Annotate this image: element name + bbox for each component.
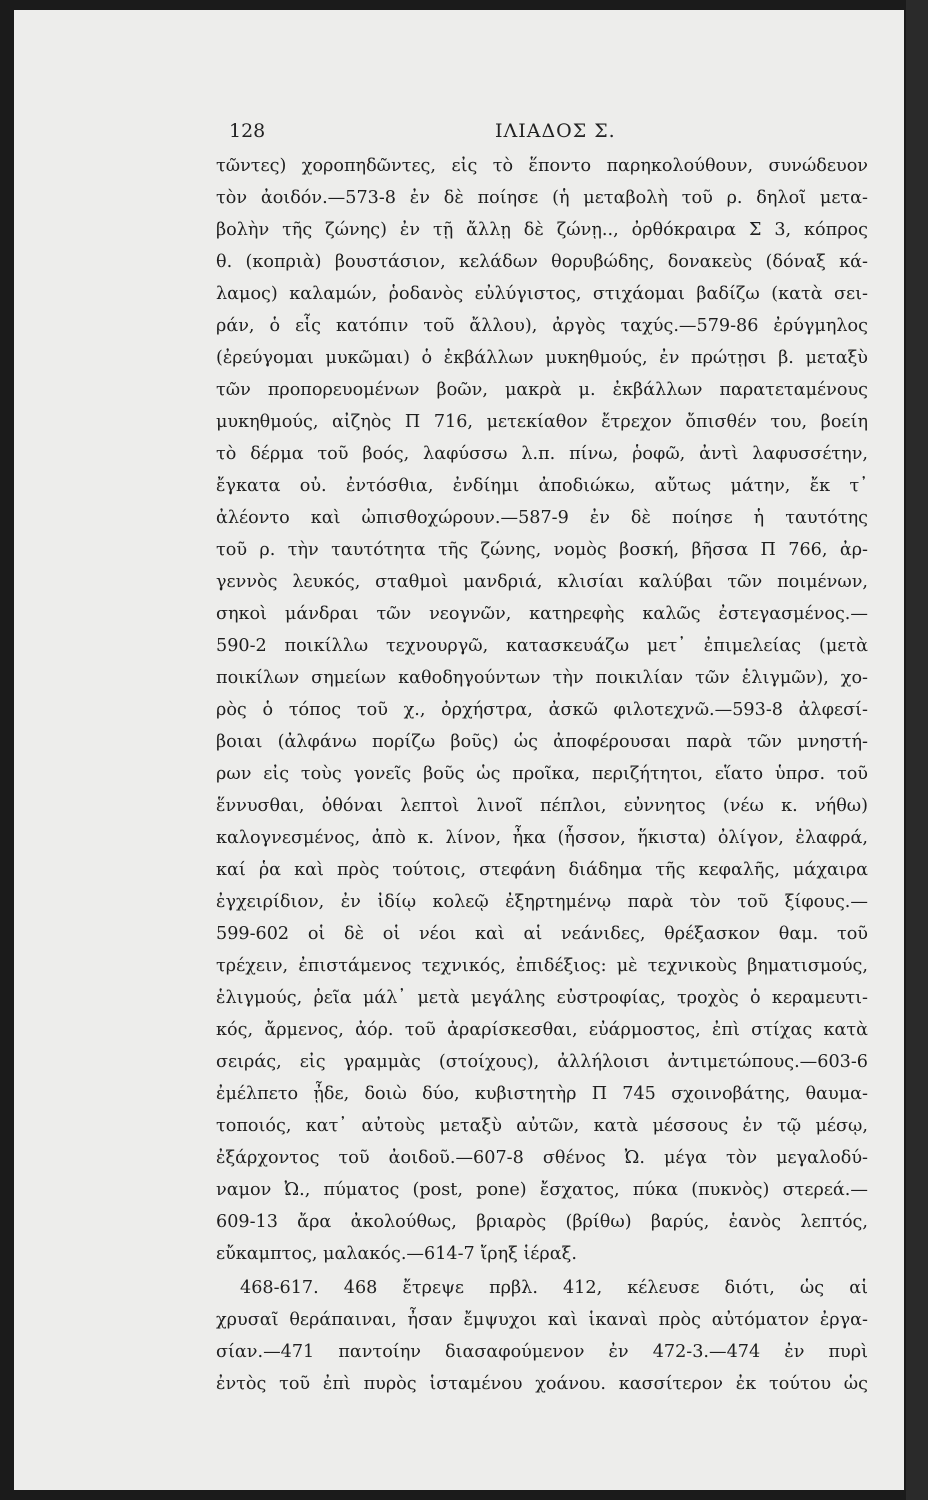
text-line: ἐξάρχοντος τοῦ ἀοιδοῦ.—607-8 σθένος Ὠ. μέγα τὸν μεγαλοδύ- bbox=[216, 1148, 868, 1168]
binding-shadow bbox=[906, 0, 928, 1500]
text-line: καλογνεσμένος, ἀπὸ κ. λίνον, ἦκα (ἧσσον, ἥκιστα) ὀλίγον, ἐλαφρά, bbox=[216, 828, 868, 848]
text-line: γεννὸς λευκός, σταθμοὶ μανδριά, κλισίαι καλύβαι τῶν ποιμένων, bbox=[216, 572, 868, 592]
text-line: τὸν ἀοιδόν.—573-8 ἐν δὲ ποίησε (ἡ μεταβολὴ τοῦ ρ. δηλοῖ μετα- bbox=[216, 188, 868, 208]
text-line: ράν, ὁ εἷς κατόπιν τοῦ ἄλλου), ἀργὸς ταχύς.—579-86 ἐρύγμηλος bbox=[216, 316, 868, 336]
text-line: θ. (κοπριὰ) βουστάσιον, κελάδων θορυβώδης, δονακεὺς (δόναξ κά- bbox=[216, 252, 868, 272]
page-header bbox=[217, 120, 857, 150]
text-line: ἐμέλπετο ᾖδε, δοιὼ δύο, κυβιστητὴρ Π 745 σχοινοβάτης, θαυμα- bbox=[216, 1084, 868, 1104]
text-line: ρων εἰς τοὺς γονεῖς βοῦς ὡς προῖκα, περιζήτητοι, εἵατο ὑπρσ. τοῦ bbox=[216, 764, 868, 784]
text-line: ποικίλων σημείων καθοδηγούντων τὴν ποικιλίαν τῶν ἑλιγμῶν), χο- bbox=[216, 668, 868, 688]
text-line: τοῦ ρ. τὴν ταυτότητα τῆς ζώνης, νομὸς βοσκή, βῆσσα Π 766, ἀρ- bbox=[216, 540, 868, 560]
text-line: 590-2 ποικίλλω τεχνουργῶ, κατασκευάζω μετ᾽ ἐπιμελείας (μετὰ bbox=[216, 636, 868, 656]
text-line: σειράς, εἰς γραμμὰς (στοίχους), ἀλλήλοισι ἀντιμετώπους.—603-6 bbox=[216, 1052, 868, 1072]
section-heading-line: 468-617. 468 ἔτρεψε πρβλ. 412, κέλευσε διότι, ὡς αἱ bbox=[240, 1278, 868, 1298]
text-line: ἔγκατα οὐ. ἐντόσθια, ἐνδίημι ἀποδιώκω, αὔτως μάτην, ἔκ τ᾽ bbox=[216, 476, 868, 496]
text-line: λαμος) καλαμών, ῥοδανὸς εὐλύγιστος, στιχάομαι βαδίζω (κατὰ σει- bbox=[216, 284, 868, 304]
text-line: ρὸς ὁ τόπος τοῦ χ., ὀρχήστρα, ἀσκῶ φιλοτεχνῶ.—593-8 ἀλφεσί- bbox=[216, 700, 868, 720]
text-line: χρυσαῖ θεράπαιναι, ἦσαν ἔμψυχοι καὶ ἱκαναὶ πρὸς αὐτόματον ἐργα- bbox=[216, 1310, 868, 1330]
text-line: (ἐρεύγομαι μυκῶμαι) ὁ ἐκβάλλων μυκηθμούς, ἐν πρώτῃσι β. μεταξὺ bbox=[216, 348, 868, 368]
text-line: τρέχειν, ἐπιστάμενος τεχνικός, ἐπιδέξιος: μὲ τεχνικοὺς βηματισμούς, bbox=[216, 956, 868, 976]
text-line: ἑλιγμούς, ῥεῖα μάλ᾽ μετὰ μεγάλης εὐστροφίας, τροχὸς ὁ κεραμευτι- bbox=[216, 988, 868, 1008]
text-line: σίαν.—471 παντοίην διασαφούμενον ἐν 472-3.—474 ἐν πυρὶ bbox=[216, 1342, 868, 1362]
text-line: κός, ἄρμενος, ἀόρ. τοῦ ἀραρίσκεσθαι, εὐάρμοστος, ἐπὶ στίχας κατὰ bbox=[216, 1020, 868, 1040]
text-line: τῶντες) χοροπηδῶντες, εἰς τὸ ἕποντο παρηκολούθουν, συνώδευον bbox=[216, 156, 868, 176]
text-line: τοποιός, κατ᾽ αὐτοὺς μεταξὺ αὐτῶν, κατὰ μέσσους ἐν τῷ μέσῳ, bbox=[216, 1116, 868, 1136]
text-line: ἕννυσθαι, ὀθόναι λεπτοὶ λινοῖ πέπλοι, εὐννητος (νέω κ. νήθω) bbox=[216, 796, 868, 816]
text-line: μυκηθμούς, αἰζηὸς Π 716, μετεκίαθον ἔτρεχον ὄπισθέν του, βοείη bbox=[216, 412, 868, 432]
text-line: βοιαι (ἀλφάνω πορίζω βοῦς) ὡς ἀποφέρουσαι παρὰ τῶν μνηστή- bbox=[216, 732, 868, 752]
text-line: βολὴν τῆς ζώνης) ἐν τῇ ἄλλῃ δὲ ζώνῃ.., ὀρθόκραιρα Σ 3, κόπρος bbox=[216, 220, 868, 240]
text-line: ναμον Ὠ., πύματος (post, pone) ἔσχατος, πύκα (πυκνὸς) στερεά.— bbox=[216, 1180, 868, 1200]
text-line: τῶν προπορευομένων βοῶν, μακρὰ μ. ἐκβάλλων παρατεταμένους bbox=[216, 380, 868, 400]
text-line: καί ῥα καὶ πρὸς τούτοις, στεφάνη διάδημα τῆς κεφαλῆς, μάχαιρα bbox=[216, 860, 868, 880]
text-line: σηκοὶ μάνδραι τῶν νεογνῶν, κατηρεφὴς καλῶς ἐστεγασμένος.— bbox=[216, 604, 868, 624]
text-line: 609-13 ἄρα ἀκολούθως, βριαρὸς (βρίθω) βαρύς, ἑανὸς λεπτός, bbox=[216, 1212, 868, 1232]
text-line: εὔκαμπτος, μαλακός.—614-7 ἴρηξ ἱέραξ. bbox=[216, 1244, 577, 1264]
text-line: ἐντὸς τοῦ ἐπὶ πυρὸς ἱσταμένου χοάνου. κασσίτερον ἐκ τούτου ὡς bbox=[216, 1374, 868, 1394]
text-line: τὸ δέρμα τοῦ βοός, λαφύσσω λ.π. πίνω, ῥοφῶ, ἀντὶ λαφυσσέτην, bbox=[216, 444, 868, 464]
text-line: ἐγχειρίδιον, ἐν ἰδίῳ κολεῷ ἐξηρτημένῳ παρὰ τὸν τοῦ ξίφους.— bbox=[216, 892, 868, 912]
page-number: 128 bbox=[229, 120, 266, 142]
text-line: 599-602 οἱ δὲ οἱ νέοι καὶ αἱ νεάνιδες, θρέξασκον θαμ. τοῦ bbox=[216, 924, 868, 944]
running-title: ΙΛΙΑΔΟΣ Σ. bbox=[495, 120, 616, 142]
text-line: ἀλέοντο καὶ ὠπισθοχώρουν.—587-9 ἐν δὲ ποίησε ἡ ταυτότης bbox=[216, 508, 868, 528]
